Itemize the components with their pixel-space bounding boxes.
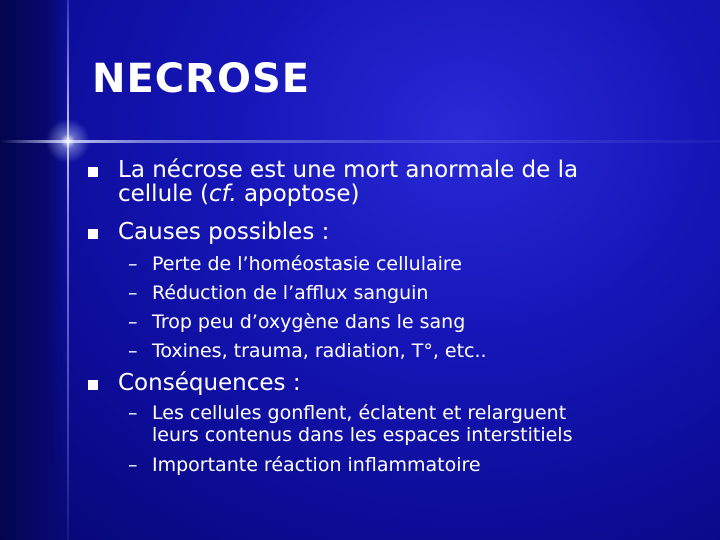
dash-marker: –	[128, 282, 138, 304]
square-bullet-icon	[88, 167, 98, 177]
slide-title: NECROSE	[92, 56, 311, 102]
dash-marker: –	[128, 311, 138, 333]
dash-marker: –	[128, 253, 138, 275]
cause-item: – Toxines, trauma, radiation, T°, etc..	[128, 340, 487, 362]
star-glow-decoration	[42, 115, 94, 167]
horizontal-line-decoration	[0, 140, 720, 143]
vertical-line-decoration	[67, 0, 69, 540]
dash-marker: –	[128, 340, 138, 362]
bullet-definition	[118, 158, 708, 206]
bullet-definition-line-2: cellule (cf. apoptose)	[118, 181, 360, 207]
consequence-item: – Les cellules gonflent, éclatent et relarguent leurs contenus dans les espaces interstitiels	[128, 402, 573, 446]
consequence-item: – Importante réaction inflammatoire	[128, 454, 481, 476]
left-band-decoration	[0, 0, 68, 540]
dash-marker: –	[128, 402, 138, 424]
italic-cf: cf.	[208, 181, 237, 207]
square-bullet-icon	[88, 380, 98, 390]
square-bullet-icon	[88, 229, 98, 239]
dash-marker: –	[128, 454, 138, 476]
cause-item: – Trop peu d’oxygène dans le sang	[128, 311, 466, 333]
cause-item: – Réduction de l’afflux sanguin	[128, 282, 429, 304]
bullet-causes	[118, 220, 708, 244]
cause-item: – Perte de l’homéostasie cellulaire	[128, 253, 462, 275]
bullet-causes-label: Causes possibles :	[118, 219, 330, 245]
bullet-consequences	[118, 371, 708, 395]
bullet-consequences-label: Conséquences :	[118, 370, 301, 396]
bullet-definition-line-1: La nécrose est une mort anormale de la	[118, 157, 579, 183]
